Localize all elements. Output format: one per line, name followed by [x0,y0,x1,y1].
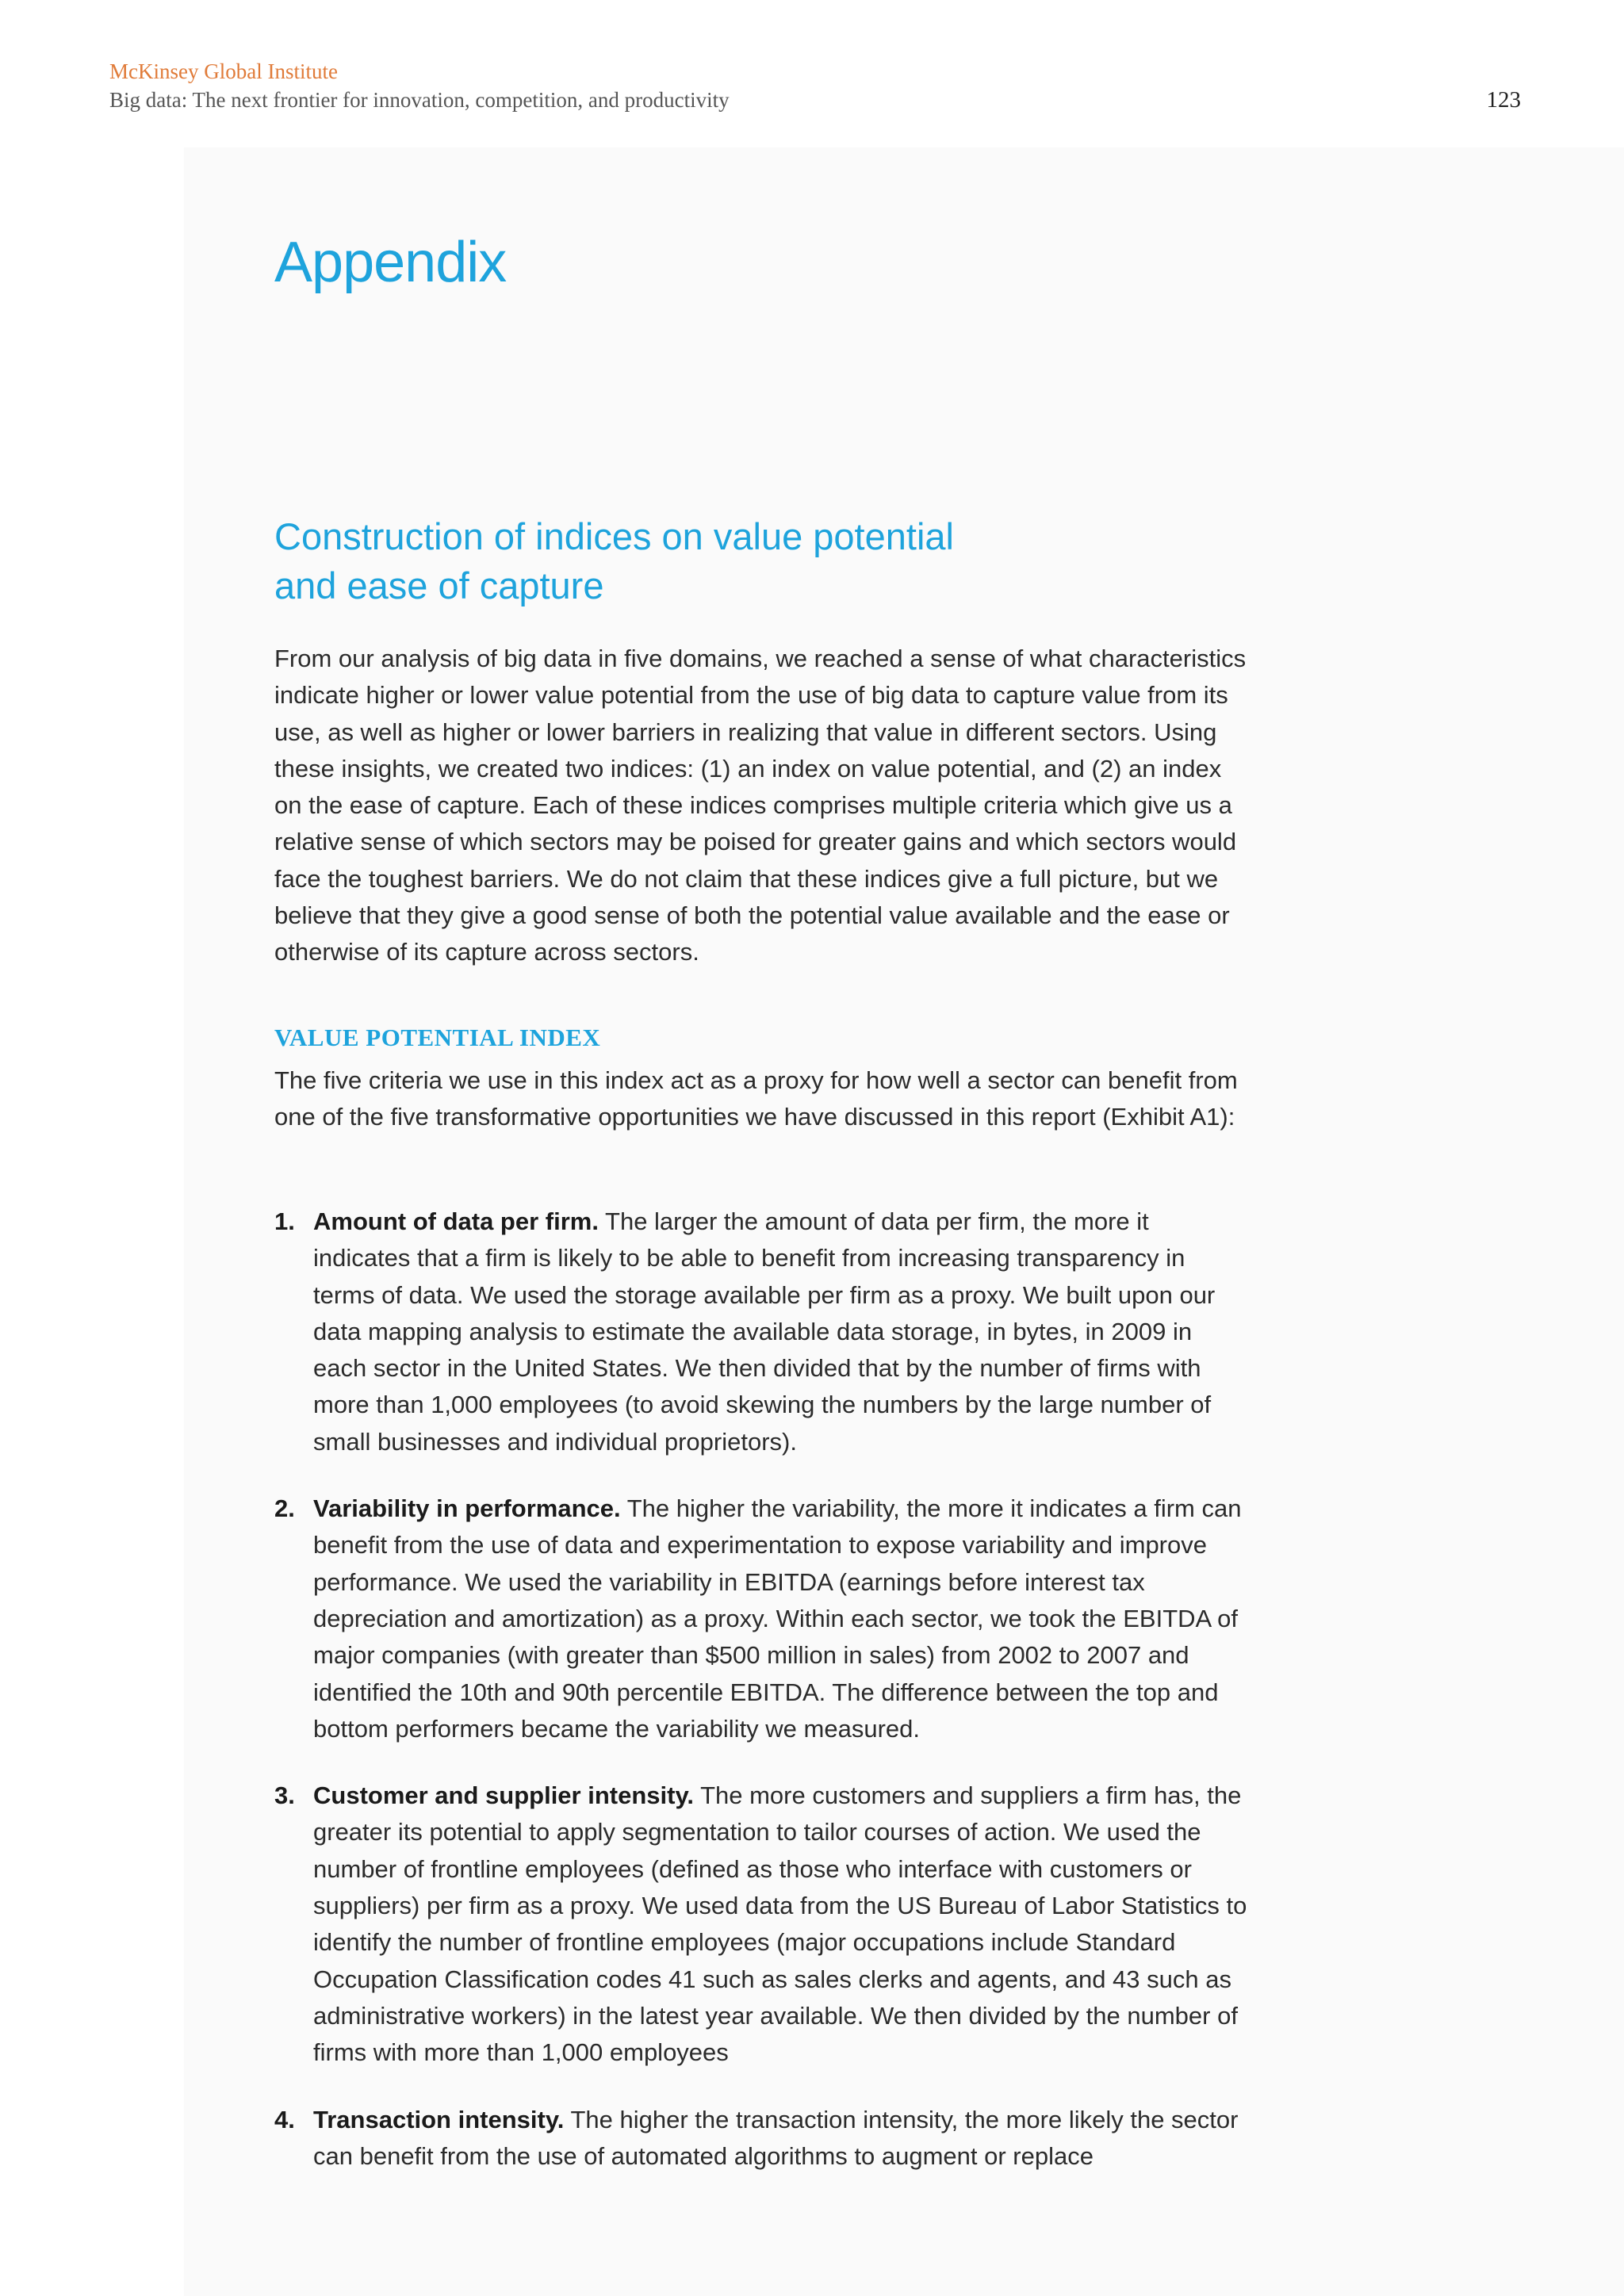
criteria-item [274,1203,1250,1460]
page-number: 123 [1486,87,1521,113]
section-title [274,512,1250,610]
value-potential-index-heading: VALUE POTENTIAL INDEX [274,1024,601,1051]
criteria-text: The more customers and suppliers a firm has, the greater its potential to apply segmentation to tailor courses of action. We used the number of frontline employees (defined as those who interface with customers or suppliers) per firm as a proxy. We used data from the US Bureau of Labor Statistics to identify the number of frontline employees (major occupations include Standard Occupation Classification codes 41 such as sales clerks and agents, and 43 such as administrative workers) in the latest year available. We then divided by the number of firms with more than 1,000 employees [313,1781,1247,2067]
criteria-list [274,1203,1250,2205]
report-title: Big data: The next frontier for innovation, competition, and productivity [109,88,730,112]
criteria-term: Transaction intensity. [313,2105,565,2133]
criteria-term: Customer and supplier intensity. [313,1781,695,1810]
criteria-term: Variability in performance. [313,1494,621,1523]
criteria-term: Amount of data per firm. [313,1207,599,1235]
criteria-item [274,2102,1250,2175]
main-content [274,227,1250,2170]
criteria-text: The higher the variability, the more it indicates a firm can benefit from the use of data and experimentation to expose variability and improve performance. We used the variability in EBITDA (earnings before interest tax depreciation and amortization) as a proxy. Within each sector, we took the EBITDA of major companies (with greater than $500 million in sales) from 2002 to 2007 and identified the 10th and 90th percentile EBITDA. The difference between the top and bottom performers became the variability we measured. [313,1494,1242,1743]
criteria-text: The larger the amount of data per firm, the more it indicates that a firm is likely to be able to benefit from increasing transparency in terms of data. We used the storage available per firm as a proxy. We built upon our data mapping analysis to estimate the available data storage, in bytes, in 2009 in each sector in the United States. We then divided that by the number of firms with more than 1,000 employees (to avoid skewing the numbers by the large number of small businesses and individual proprietors). [313,1207,1216,1456]
publisher-name: McKinsey Global Institute [109,59,338,83]
running-header [109,57,1521,114]
value-potential-index-intro: The five criteria we use in this index act as a proxy for how well a sector can benefit from one of the five transformative opportunities we have discussed in this report (Exhibit A1): [274,1066,1238,1131]
criteria-number: 4. [274,2105,295,2133]
criteria-item [274,1490,1250,1747]
page-title: Appendix [274,231,507,294]
criteria-number: 3. [274,1781,295,1810]
criteria-text: The higher the transaction intensity, the more likely the sector can benefit from the use of automated algorithms to augment or replace [313,2105,1239,2170]
criteria-number: 2. [274,1494,295,1523]
section-title-line-2: and ease of capture [274,564,604,607]
criteria-number: 1. [274,1207,295,1235]
section-title-line-1: Construction of indices on value potential [274,515,954,557]
criteria-item [274,1777,1250,2071]
section-intro-paragraph: From our analysis of big data in five domains, we reached a sense of what characteristics indicate higher or lower value potential from the use of big data to capture value from its use, as well as higher or lower barriers in realizing that value in different sectors. Using these insights, we created two indices: (1) an index on value potential, and (2) an index on the ease of capture. Each of these indices comprises multiple criteria which give us a relative sense of which sectors may be poised for greater gains and which sectors would face the toughest barriers. We do not claim that these indices give a full picture, but we believe that they give a good sense of both the potential value available and the ease or otherwise of its capture across sectors. [274,645,1247,966]
